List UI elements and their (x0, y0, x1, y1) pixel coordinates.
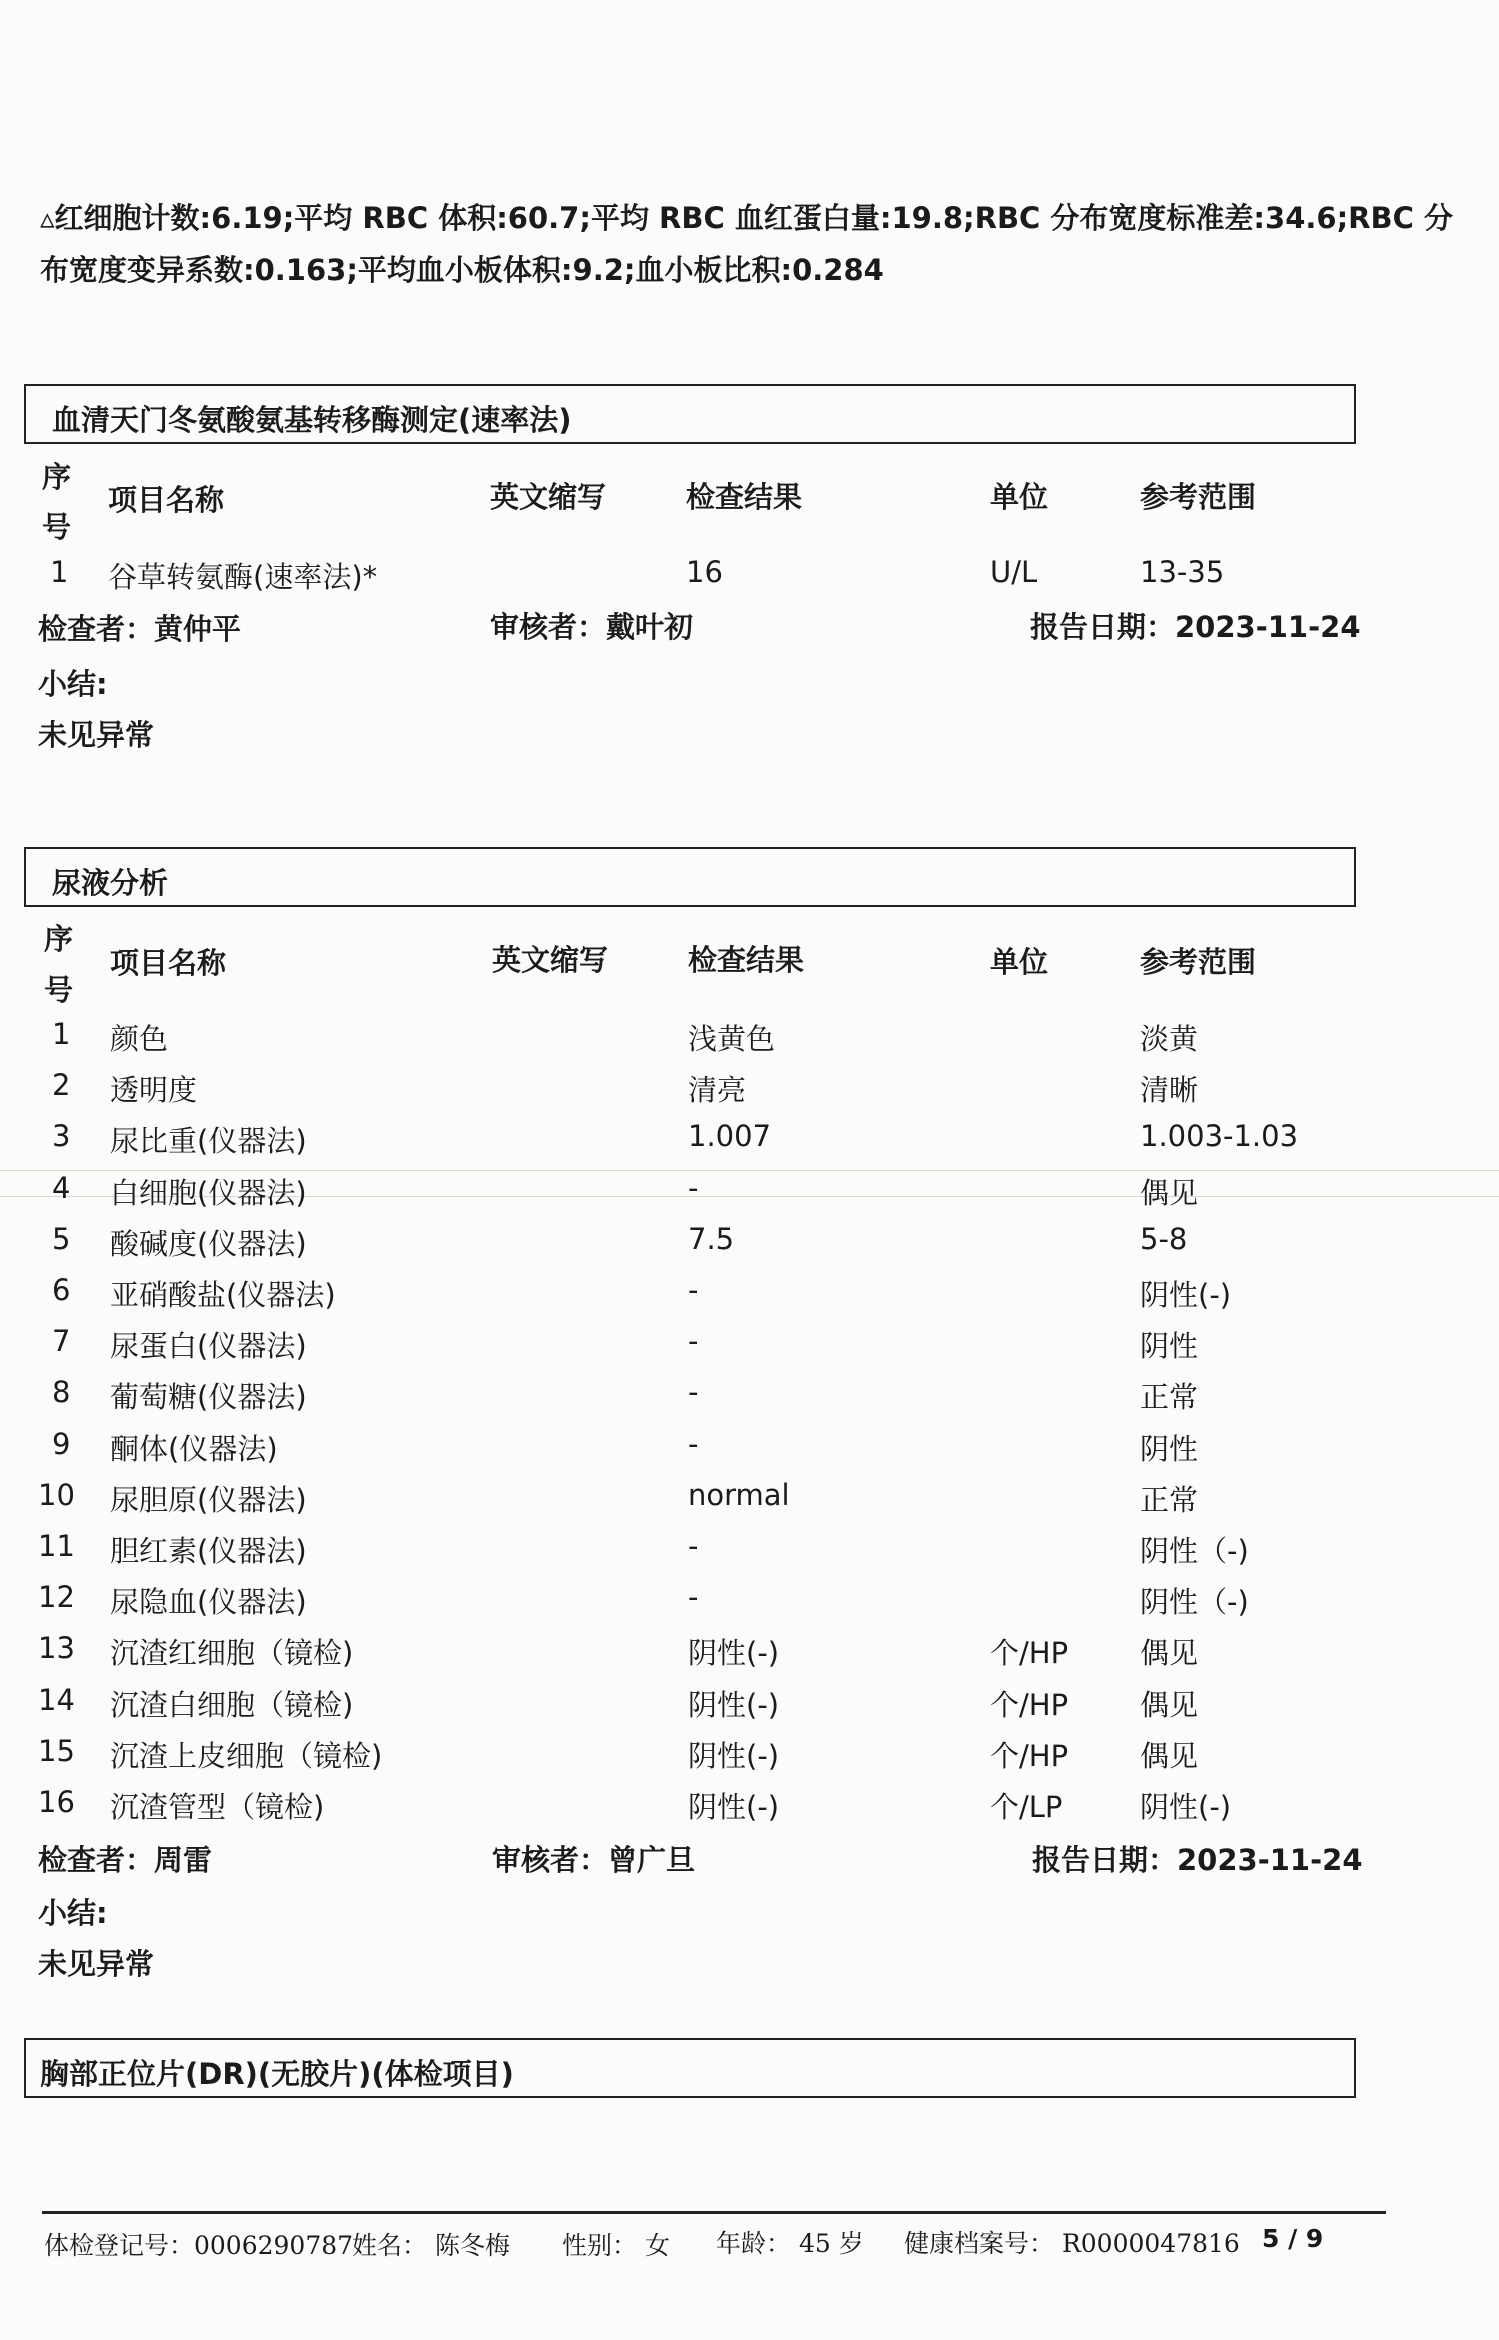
row-range: 阴性(-) (1140, 1790, 1232, 1824)
row-range: 淡黄 (1140, 1022, 1199, 1056)
col-abbr: 英文缩写 (490, 480, 607, 514)
row-range: 1.003-1.03 (1140, 1119, 1299, 1154)
row-item-name: 尿蛋白(仪器法) (110, 1329, 307, 1364)
urine-summary-label: 小结: (38, 1896, 108, 1930)
note-line-2: 布宽度变异系数:0.163;平均血小板体积:9.2;血小板比积:0.284 (40, 253, 884, 287)
row-item-name: 尿胆原(仪器法) (110, 1482, 307, 1517)
row-unit: U/L (990, 555, 1038, 589)
row-number: 2 (52, 1068, 71, 1103)
row-item-name: 白细胞(仪器法) (110, 1175, 307, 1210)
section-chest-title: 胸部正位片(DR)(无胶片)(体检项目) (40, 2057, 514, 2091)
row-number: 7 (52, 1324, 71, 1359)
col-name: 项目名称 (108, 483, 225, 517)
urine-summary: 未见异常 (38, 1947, 155, 1981)
col-unit: 单位 (990, 945, 1049, 979)
row-result: 16 (686, 555, 723, 589)
footer-record-no: 健康档案号： R0000047816 (904, 2229, 1240, 2258)
row-range: 正常 (1140, 1380, 1199, 1415)
urine-checker: 检查者：周雷 (38, 1843, 213, 1877)
row-range: 阴性 (1140, 1329, 1199, 1364)
row-unit: 个/LP (990, 1790, 1063, 1824)
footer-gender: 性别： 女 (562, 2231, 670, 2260)
row-result: 阴性(-) (688, 1738, 780, 1773)
row-result: 阴性(-) (688, 1636, 780, 1671)
col-result: 检查结果 (686, 480, 803, 514)
row-result: - (688, 1273, 699, 1307)
section-urine-title: 尿液分析 (52, 866, 169, 900)
col-index-bottom: 号 (44, 973, 74, 1007)
section-ast-title: 血清天门冬氨酸氨基转移酶测定(速率法) (52, 403, 572, 437)
row-item-name: 沉渣白细胞（镜检) (110, 1687, 354, 1722)
ast-summary: 未见异常 (38, 718, 155, 752)
col-name: 项目名称 (110, 946, 227, 980)
row-item-name: 尿比重(仪器法) (110, 1124, 307, 1159)
col-range: 参考范围 (1140, 945, 1257, 979)
row-item-name: 酮体(仪器法) (110, 1431, 278, 1466)
row-number: 1 (52, 1017, 71, 1051)
row-range: 阴性 (1140, 1431, 1199, 1466)
row-number: 12 (38, 1580, 75, 1615)
row-result: 7.5 (688, 1221, 735, 1256)
col-range: 参考范围 (1140, 480, 1257, 514)
row-range: 偶见 (1140, 1687, 1199, 1722)
col-abbr: 英文缩写 (492, 943, 609, 977)
col-result: 检查结果 (688, 943, 805, 977)
row-result: - (688, 1580, 699, 1615)
row-item-name: 酸碱度(仪器法) (110, 1226, 307, 1261)
section-ast-header (24, 384, 1356, 444)
row-range: 阴性（-) (1140, 1585, 1249, 1620)
row-number: 11 (38, 1529, 75, 1563)
row-unit: 个/HP (990, 1738, 1069, 1773)
row-number: 10 (38, 1477, 75, 1512)
row-number: 1 (50, 555, 69, 589)
footer-rule (42, 2211, 1386, 2214)
row-item-name: 尿隐血(仪器法) (110, 1585, 307, 1620)
col-unit: 单位 (990, 480, 1049, 514)
row-result: 阴性(-) (688, 1687, 780, 1722)
row-item-name: 亚硝酸盐(仪器法) (110, 1278, 336, 1312)
row-result: - (688, 1324, 699, 1359)
row-number: 16 (38, 1785, 75, 1819)
row-item-name: 沉渣管型（镜检) (110, 1790, 325, 1824)
row-range: 阴性（-) (1140, 1534, 1249, 1568)
row-result: 1.007 (688, 1119, 772, 1154)
row-range: 偶见 (1140, 1636, 1199, 1671)
col-index-bottom: 号 (42, 510, 72, 544)
urine-report-date: 报告日期：2023-11-24 (1032, 1843, 1363, 1877)
row-item-name: 沉渣红细胞（镜检) (110, 1636, 354, 1671)
section-urine-header (24, 847, 1356, 907)
footer-page: 5 / 9 (1262, 2224, 1324, 2253)
row-range: 阴性(-) (1140, 1278, 1232, 1312)
footer-age: 年龄： 45 岁 (716, 2229, 864, 2258)
row-result: - (688, 1375, 699, 1410)
footer-name: 姓名： 陈冬梅 (352, 2231, 510, 2260)
row-item-name: 沉渣上皮细胞（镜检) (110, 1738, 383, 1773)
row-result: - (688, 1170, 699, 1205)
row-range: 清晰 (1140, 1073, 1199, 1108)
row-result: - (688, 1529, 699, 1563)
row-number: 5 (52, 1221, 71, 1256)
col-index-top: 序 (42, 460, 72, 494)
row-result: - (688, 1426, 699, 1461)
row-unit: 个/HP (990, 1687, 1069, 1722)
row-number: 4 (52, 1170, 71, 1205)
ast-report-date: 报告日期：2023-11-24 (1030, 610, 1361, 644)
row-range: 偶见 (1140, 1738, 1199, 1773)
row-range: 5-8 (1140, 1221, 1188, 1256)
urine-reviewer: 审核者：曾广旦 (492, 1843, 696, 1877)
row-number: 8 (52, 1375, 71, 1410)
section-chest-header (24, 2038, 1356, 2098)
note-line-1: ▵红细胞计数:6.19;平均 RBC 体积:60.7;平均 RBC 血红蛋白量:19.8;RBC 分布宽度标准差:34.6;RBC 分 (40, 201, 1453, 235)
row-range: 13-35 (1140, 555, 1225, 589)
ast-summary-label: 小结: (38, 667, 108, 701)
row-number: 15 (38, 1733, 75, 1768)
row-item-name: 葡萄糖(仪器法) (110, 1380, 307, 1415)
row-number: 14 (38, 1682, 75, 1717)
row-unit: 个/HP (990, 1636, 1069, 1671)
row-item-name: 胆红素(仪器法) (110, 1534, 307, 1568)
row-range: 偶见 (1140, 1175, 1199, 1210)
row-result: 阴性(-) (688, 1790, 780, 1824)
footer-reg-no: 体检登记号：0006290787 (44, 2231, 354, 2260)
row-result: normal (688, 1477, 790, 1512)
row-number: 9 (52, 1426, 71, 1461)
ast-reviewer: 审核者：戴叶初 (490, 610, 694, 644)
row-number: 3 (52, 1119, 71, 1154)
ast-checker: 检查者：黄仲平 (38, 612, 242, 646)
row-item-name: 透明度 (110, 1073, 198, 1108)
row-result: 浅黄色 (688, 1022, 776, 1056)
row-item-name: 谷草转氨酶(速率法)* (108, 560, 378, 594)
row-number: 6 (52, 1273, 71, 1307)
row-range: 正常 (1140, 1482, 1199, 1517)
row-item-name: 颜色 (110, 1022, 169, 1056)
col-index-top: 序 (44, 922, 74, 956)
row-number: 13 (38, 1631, 75, 1666)
row-result: 清亮 (688, 1073, 747, 1108)
